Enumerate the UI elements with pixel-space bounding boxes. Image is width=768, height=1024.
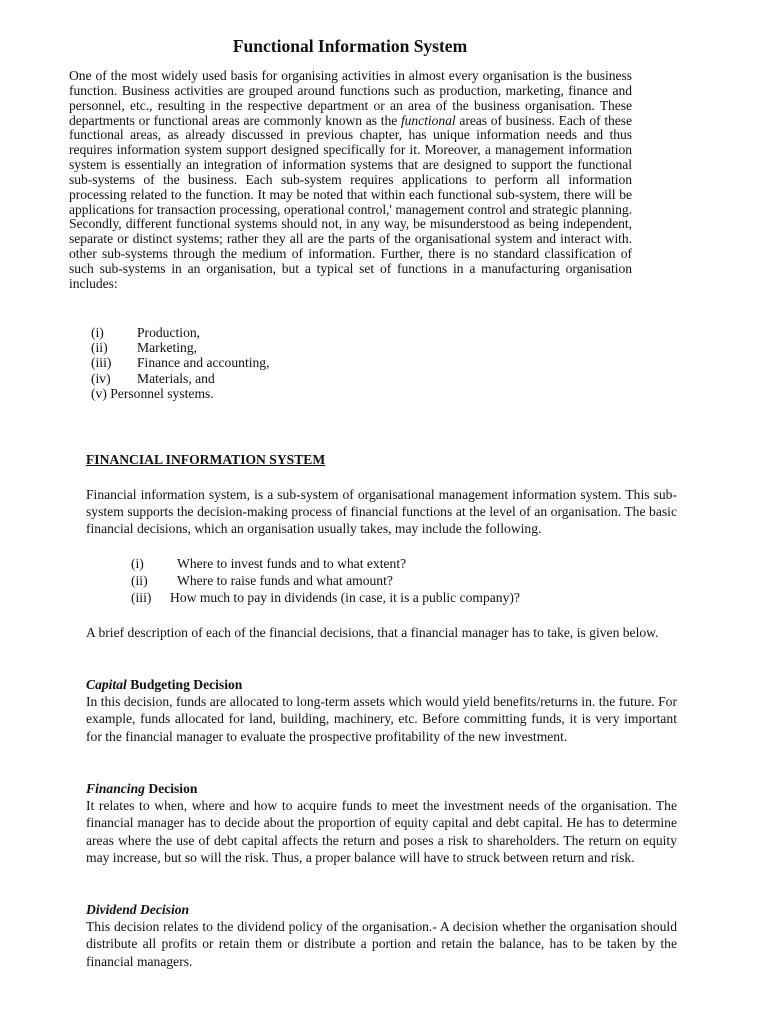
list-item-number: (iii): [131, 590, 152, 606]
list-item: [131, 572, 520, 589]
capital-budgeting-paragraph: In this decision, funds are allocated to long-term assets which would yield benefits/returns in. the future. For example, funds allocated for land, building, machinery, etc. Before committing funds, it is very important for the financial manager to evaluate the prospective profitability of the new investment.: [86, 694, 677, 744]
fis-section: [86, 486, 677, 538]
list-item-text: Finance and accounting,: [137, 355, 270, 371]
list-item-text: Where to raise funds and what amount?: [177, 573, 393, 589]
heading-italic: Dividend Decision: [86, 902, 190, 917]
brief-paragraph: A brief description of each of the financial decisions, that a financial manager has to take, is given below.: [86, 625, 659, 640]
heading-rest: Budgeting Decision: [126, 677, 243, 692]
dividend-paragraph: This decision relates to the dividend policy of the organisation.- A decision whether the organisation should distribute all profits or retain them or distribute a portion and retain the balance, has to be taken by the financial managers.: [86, 919, 677, 969]
list-item-text: Materials, and: [137, 370, 215, 386]
list-item-number: (iii): [91, 355, 112, 371]
financing-paragraph: It relates to when, where and how to acquire funds to meet the investment needs of the organisation. The financial manager has to decide about the proportion of equity capital and debt capital. He has to determine areas where the use of debt capital affects the return and poses a risk to shareholders. The return on equity may increase, but so will the risk. Thus, a proper balance will have to struck between return and risk.: [86, 798, 677, 865]
financial-decisions-list: [131, 555, 520, 607]
list-item-last: (v) Personnel systems.: [91, 386, 214, 401]
list-item-number: (ii): [91, 340, 108, 356]
list-item-number: (i): [91, 325, 104, 340]
list-item: [91, 371, 270, 386]
list-item-number: (i): [131, 556, 144, 571]
brief-description: [86, 624, 677, 641]
section-heading-fis: FINANCIAL INFORMATION SYSTEM: [86, 452, 326, 467]
heading-rest: Decision: [144, 781, 198, 796]
list-item-text: Marketing,: [137, 340, 198, 356]
capital-budgeting-section: [86, 676, 677, 745]
list-item: [131, 555, 520, 572]
list-item: [131, 589, 520, 606]
list-item-text: Production,: [137, 325, 201, 340]
list-item-text: Where to invest funds and to what extent?: [177, 556, 407, 571]
function-list: [91, 325, 270, 386]
page-title: Functional Information System: [232, 36, 468, 56]
dividend-heading: [86, 901, 677, 918]
intro-text-before: One of the most widely used basis for organising activities in almost every organisation is the business function. Business activities are grouped around functions such as production, marketing, finance and personnel, etc., resulting in the respective department or an area of the business organisation. These departments or functional areas are commonly known as the: [69, 68, 632, 128]
list-item-text: How much to pay in dividends (in case, it is a public company)?: [170, 590, 520, 606]
intro-paragraph: [69, 69, 632, 292]
dividend-section: [86, 901, 677, 970]
capital-budgeting-heading: [86, 676, 677, 693]
heading-italic: Capital: [86, 677, 127, 692]
list-item: [91, 340, 270, 355]
list-item-number: (iv): [91, 370, 111, 386]
list-item: [91, 355, 270, 370]
list-item: [91, 325, 270, 340]
list-item-number: (ii): [131, 573, 148, 589]
intro-text-italic: functional: [400, 112, 456, 128]
intro-text-after: areas of business. Each of these functional areas, as already discussed in previous chapter, has unique information needs and thus requires information system support designed specifically for it. Moreover, a management information system is essentially an integration of information systems that are designed to support the functional sub-systems of the business. Each sub-system requires applications to perform all information processing related to the function. It may be noted that within each functional sub-system, there will be applications for transaction processing, operational control,' management control and strategic planning. Secondly, different functional systems should not, in any way, be misunderstood as being independent, separate or distinct systems; rather they all are the parts of the organisational system and interact with. other sub-systems through the medium of information. Further, there is no standard classification of such sub-systems in an organisation, but a typical set of functions in a manufacturing organisation includes:: [69, 112, 632, 291]
financing-heading: [86, 780, 677, 797]
fis-paragraph: Financial information system, is a sub-system of organisational management information system. This sub-system supports the decision-making process of financial functions at the level of an organisation. The basic financial decisions, which an organisation usually takes, may include the following.: [86, 487, 677, 537]
heading-italic: Financing: [86, 781, 145, 796]
financing-section: [86, 780, 677, 866]
